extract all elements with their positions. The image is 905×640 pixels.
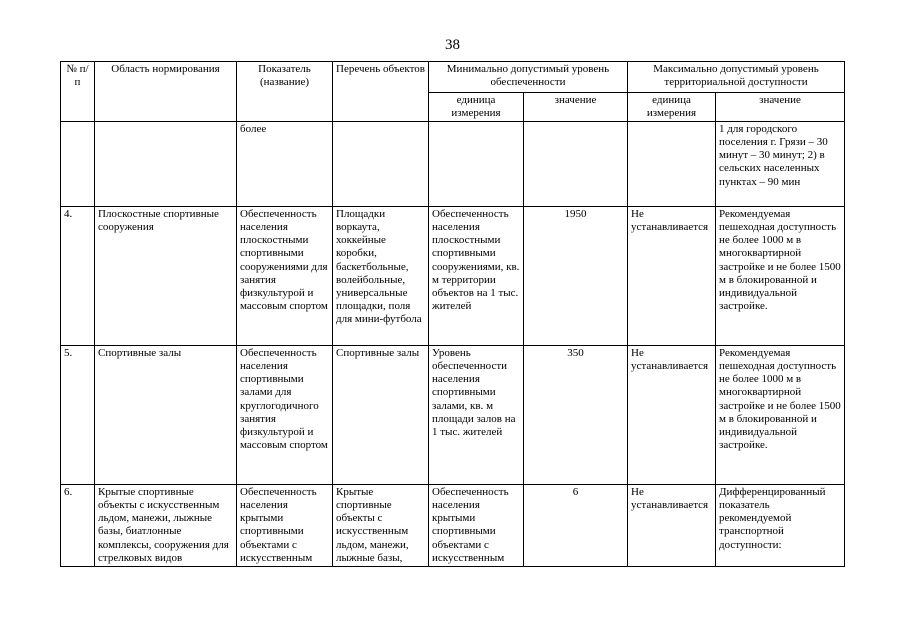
header-max-unit: единица измерения [628, 93, 716, 122]
cell-min-unit: Уровень обеспеченности населения спортивными залами, кв. м площади залов на 1 тыс. жителей [429, 346, 524, 485]
cell-num: 5. [61, 346, 95, 485]
page-number: 38 [445, 37, 460, 53]
cell-min-unit [429, 122, 524, 207]
header-area: Область нормирования [95, 62, 237, 122]
cell-indicator: Обеспеченность населения плоскостными спортивными сооружениями для занятия физкультурой и массовым спортом [237, 207, 333, 346]
header-min-value: значение [524, 93, 628, 122]
cell-objects: Площадки воркаута, хоккейные коробки, баскетбольные, волейбольные, универсальные площадки, поля для мини-футбола [333, 207, 429, 346]
cell-area: Крытые спортивные объекты с искусственным льдом, манежи, лыжные базы, биатлонные комплексы, сооружения для стрелковых видов [95, 485, 237, 567]
header-num: № п/п [61, 62, 95, 122]
header-indicator: Показатель (название) [237, 62, 333, 122]
cell-max-value: 1 для городского поселения г. Грязи – 30 минут – 30 минут; 2) в сельских населенных пунктах – 90 мин [716, 122, 845, 207]
header-min-unit: единица измерения [429, 93, 524, 122]
cell-min-value: 6 [524, 485, 628, 567]
header-max-level: Максимально допустимый уровень территориальной доступности [628, 62, 845, 93]
standards-table [60, 61, 845, 567]
cell-max-value: Рекомендуемая пешеходная доступность не более 1000 м в многоквартирной застройке и не более 1500 м в блокированной и индивидуальной застройке. [716, 207, 845, 346]
cell-max-value: Дифференцированный показатель рекомендуемой транспортной доступности: [716, 485, 845, 567]
cell-num: 6. [61, 485, 95, 567]
cell-indicator: Обеспеченность населения спортивными залами для круглогодичного занятия физкультурой и массовым спортом [237, 346, 333, 485]
cell-max-unit: Не устанавливается [628, 485, 716, 567]
cell-objects: Крытые спортивные объекты с искусственным льдом, манежи, лыжные базы, [333, 485, 429, 567]
cell-objects [333, 122, 429, 207]
cell-area: Спортивные залы [95, 346, 237, 485]
cell-num: 4. [61, 207, 95, 346]
cell-objects: Спортивные залы [333, 346, 429, 485]
cell-num [61, 122, 95, 207]
table-row [61, 485, 845, 567]
cell-indicator: Обеспеченность населения крытыми спортивными объектами с искусственным [237, 485, 333, 567]
cell-min-unit: Обеспеченность населения плоскостными спортивными сооружениями, кв. м территории объектов на 1 тыс. жителей [429, 207, 524, 346]
cell-area: Плоскостные спортивные сооружения [95, 207, 237, 346]
cell-area [95, 122, 237, 207]
header-max-value: значение [716, 93, 845, 122]
cell-min-value: 350 [524, 346, 628, 485]
cell-min-value: 1950 [524, 207, 628, 346]
table-row [61, 207, 845, 346]
cell-min-unit: Обеспеченность населения крытыми спортивными объектами с искусственным [429, 485, 524, 567]
cell-max-unit [628, 122, 716, 207]
table-row [61, 346, 845, 485]
cell-max-unit: Не устанавливается [628, 346, 716, 485]
cell-min-value [524, 122, 628, 207]
header-objects: Перечень объектов [333, 62, 429, 122]
table-row [61, 122, 845, 207]
cell-indicator: более [237, 122, 333, 207]
header-min-level: Минимально допустимый уровень обеспеченности [429, 62, 628, 93]
cell-max-unit: Не устанавливается [628, 207, 716, 346]
cell-max-value: Рекомендуемая пешеходная доступность не более 1000 м в многоквартирной застройке и не более 1500 м в блокированной и индивидуальной застройке. [716, 346, 845, 485]
